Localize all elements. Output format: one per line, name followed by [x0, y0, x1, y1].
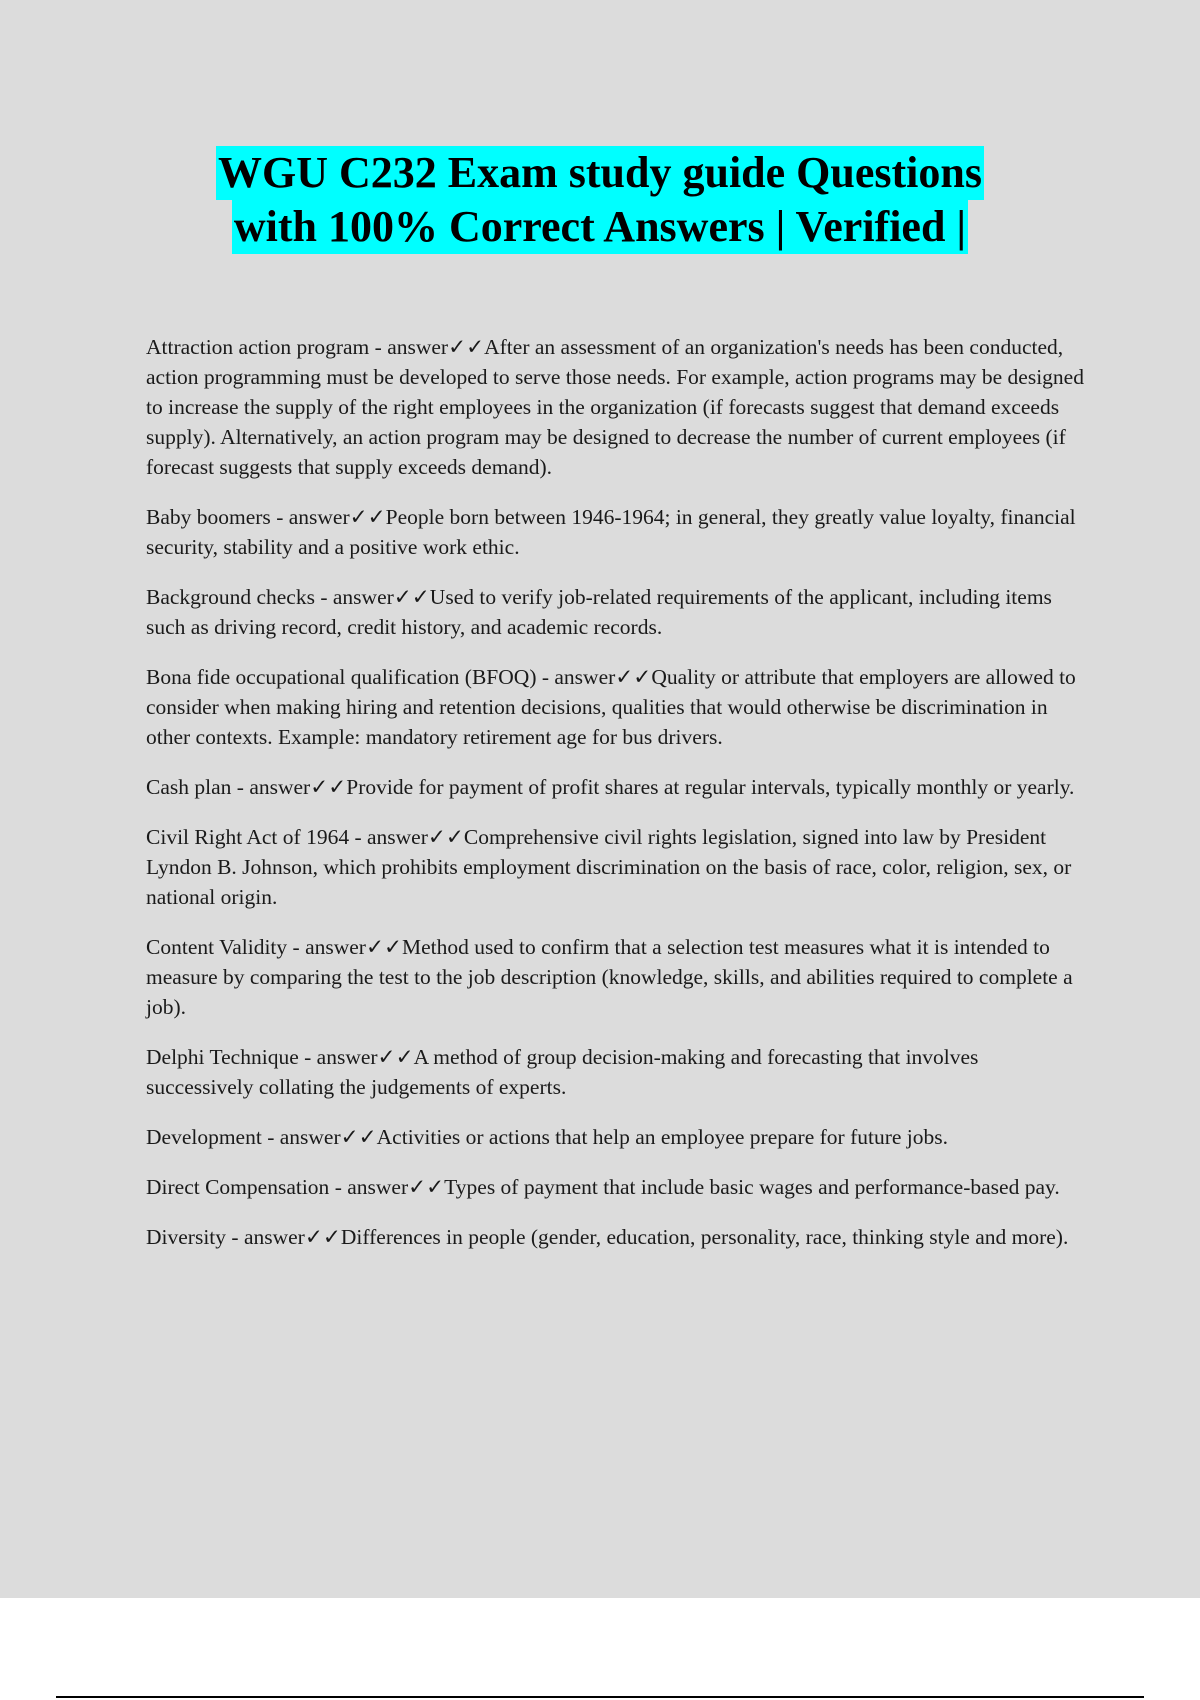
entry-definition: Provide for payment of profit shares at regular intervals, typically monthly or yearly. — [346, 775, 1075, 799]
entry-term: Development — [146, 1125, 262, 1149]
entry-diversity — [146, 1222, 1086, 1252]
entry-separator: - answer✓✓ — [329, 1175, 445, 1199]
entry-direct-compensation — [146, 1172, 1086, 1202]
entry-separator: - answer✓✓ — [314, 585, 430, 609]
entry-separator: - answer✓✓ — [298, 1045, 414, 1069]
entry-separator: - answer✓✓ — [270, 505, 386, 529]
entry-civil-right-act — [146, 822, 1086, 912]
entry-separator: - answer✓✓ — [226, 1225, 341, 1249]
entry-definition: Used to verify job-related requirements of the applicant, including items such as driving record, credit history, and academic records. — [146, 585, 1052, 639]
entry-definition: Method used to confirm that a selection test measures what it is intended to measure by comparing the test to the job description (knowledge, skills, and abilities required to complete a job). — [146, 935, 1073, 1019]
entry-term: Background checks — [146, 585, 315, 609]
entry-separator: - answer✓✓ — [536, 665, 652, 689]
entry-definition: After an assessment of an organization's needs has been conducted, action programming must be developed to serve those needs. For example, action programs may be designed to increase the supply of the right employees in the organization (if forecasts suggest that demand exceeds supply). Alternatively, an action program may be designed to decrease the number of current employees (if forecast suggests that supply exceeds demand). — [146, 335, 1084, 479]
entry-definition: Types of payment that include basic wages and performance-based pay. — [444, 1175, 1060, 1199]
entry-baby-boomers — [146, 502, 1086, 562]
entry-term: Content Validity — [146, 935, 288, 959]
entry-term: Direct Compensation — [146, 1175, 330, 1199]
entry-definition: People born between 1946-1964; in general, they greatly value loyalty, financial security, stability and a positive work ethic. — [146, 505, 1076, 559]
entry-separator: - answer✓✓ — [287, 935, 402, 959]
entry-term: Baby boomers — [146, 505, 271, 529]
entry-term: Cash plan — [146, 775, 232, 799]
entry-term: Civil Right Act of 1964 — [146, 825, 350, 849]
entry-background-checks — [146, 582, 1086, 642]
entry-definition: Quality or attribute that employers are allowed to consider when making hiring and retention decisions, qualities that would otherwise be discrimination in other contexts. Example: mandatory retirement age for bus drivers. — [146, 665, 1076, 749]
footer-divider — [56, 1696, 1144, 1698]
entry-definition: Differences in people (gender, education, personality, race, thinking style and more). — [340, 1225, 1069, 1249]
entry-separator: - answer✓✓ — [231, 775, 347, 799]
entry-cash-plan — [146, 772, 1086, 802]
entry-delphi-technique — [146, 1042, 1086, 1102]
entry-attraction-action-program — [146, 332, 1086, 482]
entry-definition: A method of group decision-making and forecasting that involves successively collating the judgements of experts. — [146, 1045, 979, 1099]
entry-separator: - answer✓✓ — [261, 1125, 377, 1149]
entry-term: Delphi Technique — [146, 1045, 299, 1069]
title-line-1: WGU C232 Exam study guide Questions — [216, 146, 984, 200]
entry-separator: - answer✓✓ — [369, 335, 485, 359]
entry-term: Bona fide occupational qualification (BFOQ) — [146, 665, 537, 689]
entry-definition: Activities or actions that help an employee prepare for future jobs. — [376, 1125, 949, 1149]
document-title — [0, 146, 1200, 254]
title-line-2: with 100% Correct Answers | Verified | — [232, 200, 968, 254]
entry-term: Attraction action program — [146, 335, 370, 359]
entry-definition: Comprehensive civil rights legislation, signed into law by President Lyndon B. Johnson, which prohibits employment discrimination on the basis of race, color, religion, sex, or national origin. — [146, 825, 1072, 909]
entry-bfoq — [146, 662, 1086, 752]
entry-content-validity — [146, 932, 1086, 1022]
entry-term: Diversity — [146, 1225, 227, 1249]
entry-list — [146, 332, 1086, 1272]
entry-separator: - answer✓✓ — [349, 825, 464, 849]
entry-development — [146, 1122, 1086, 1152]
